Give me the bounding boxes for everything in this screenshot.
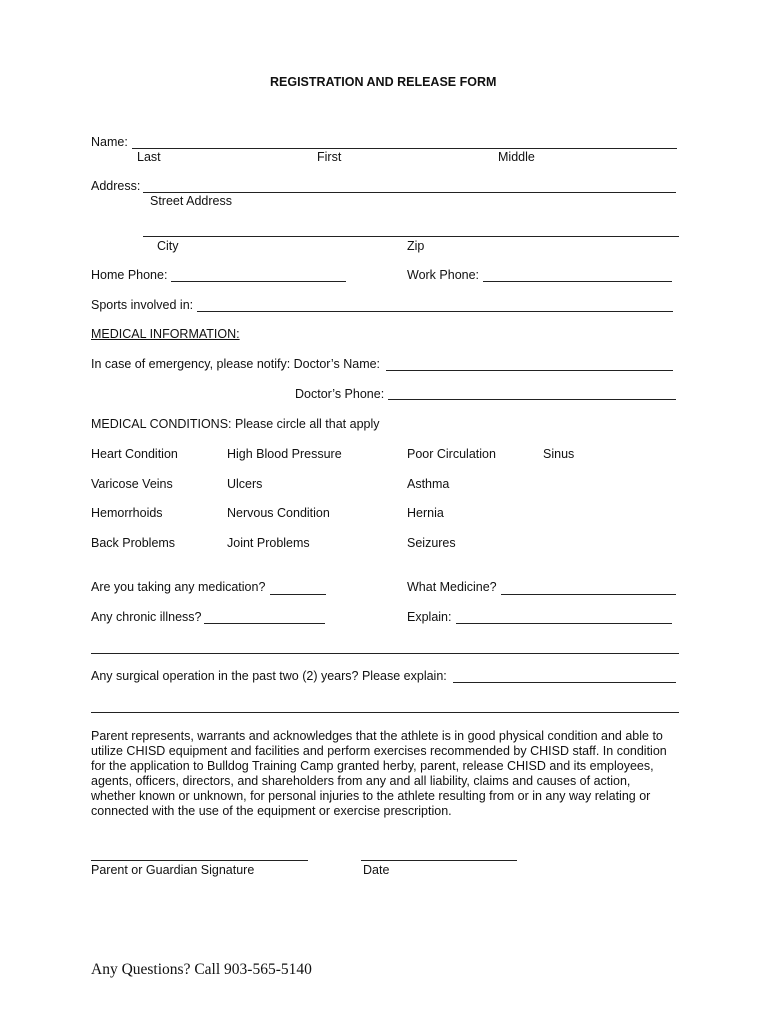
doctor-phone-field[interactable] (388, 399, 676, 400)
city-zip-field[interactable] (143, 236, 679, 237)
date-field[interactable] (361, 860, 517, 861)
condition-high-blood-pressure[interactable]: High Blood Pressure (227, 447, 342, 461)
chronic-illness-label: Any chronic illness? (91, 610, 202, 624)
condition-poor-circulation[interactable]: Poor Circulation (407, 447, 496, 461)
condition-heart-condition[interactable]: Heart Condition (91, 447, 178, 461)
what-medicine-label: What Medicine? (407, 580, 497, 594)
sports-label: Sports involved in: (91, 298, 194, 312)
work-phone-label: Work Phone: (407, 268, 480, 282)
medical-info-heading: MEDICAL INFORMATION: (91, 327, 240, 341)
zip-label: Zip (407, 239, 425, 253)
street-address-label: Street Address (150, 194, 232, 208)
condition-asthma[interactable]: Asthma (407, 477, 450, 491)
surgery-continuation-field[interactable] (91, 712, 679, 713)
address-label: Address: (91, 179, 141, 193)
name-first-label: First (317, 150, 342, 164)
doctor-name-field[interactable] (386, 370, 673, 371)
sports-field[interactable] (197, 311, 673, 312)
condition-ulcers[interactable]: Ulcers (227, 477, 263, 491)
medical-conditions-label: MEDICAL CONDITIONS: Please circle all that apply (91, 417, 380, 431)
condition-hernia[interactable]: Hernia (407, 506, 444, 520)
surgery-label: Any surgical operation in the past two (2) years? Please explain: (91, 669, 447, 683)
doctor-name-label: In case of emergency, please notify: Doctor’s Name: (91, 357, 381, 371)
condition-hemorrhoids[interactable]: Hemorrhoids (91, 506, 163, 520)
form-title: REGISTRATION AND RELEASE FORM (270, 75, 497, 89)
condition-sinus[interactable]: Sinus (543, 447, 575, 461)
home-phone-label: Home Phone: (91, 268, 168, 282)
street-address-field[interactable] (143, 192, 676, 193)
explain-field[interactable] (456, 623, 672, 624)
work-phone-field[interactable] (483, 281, 672, 282)
signature-label: Parent or Guardian Signature (91, 863, 255, 877)
explain-label: Explain: (407, 610, 452, 624)
medication-field[interactable] (270, 594, 326, 595)
release-paragraph: Parent represents, warrants and acknowledges that the athlete is in good physical condition and able to utilize CHISD equipment and facilities and perform exercises recommended by CHISD staff. In condition for the application to Bulldog Training Camp granted herby, parent, release CHISD and its employees, agents, officers, directors, and shareholders from any and all liability, claims and causes of action, whether known or unknown, for personal injuries to the athlete resulting from or in any way relating or connected with the use of the equipment or exercise prescription. (91, 729, 667, 818)
home-phone-field[interactable] (171, 281, 346, 282)
date-label: Date (363, 863, 390, 877)
signature-field[interactable] (91, 860, 308, 861)
condition-seizures[interactable]: Seizures (407, 536, 456, 550)
footer-contact: Any Questions? Call 903-565-5140 (91, 961, 312, 978)
condition-nervous-condition[interactable]: Nervous Condition (227, 506, 330, 520)
name-label: Name: (91, 135, 128, 149)
explain-continuation-field[interactable] (91, 653, 679, 654)
condition-back-problems[interactable]: Back Problems (91, 536, 176, 550)
doctor-phone-label: Doctor’s Phone: (295, 387, 385, 401)
name-field[interactable] (132, 148, 677, 149)
condition-joint-problems[interactable]: Joint Problems (227, 536, 310, 550)
chronic-illness-field[interactable] (204, 623, 325, 624)
name-last-label: Last (137, 150, 161, 164)
name-middle-label: Middle (498, 150, 535, 164)
surgery-field[interactable] (453, 682, 676, 683)
city-label: City (157, 239, 179, 253)
what-medicine-field[interactable] (501, 594, 676, 595)
medication-label: Are you taking any medication? (91, 580, 266, 594)
condition-varicose-veins[interactable]: Varicose Veins (91, 477, 173, 491)
